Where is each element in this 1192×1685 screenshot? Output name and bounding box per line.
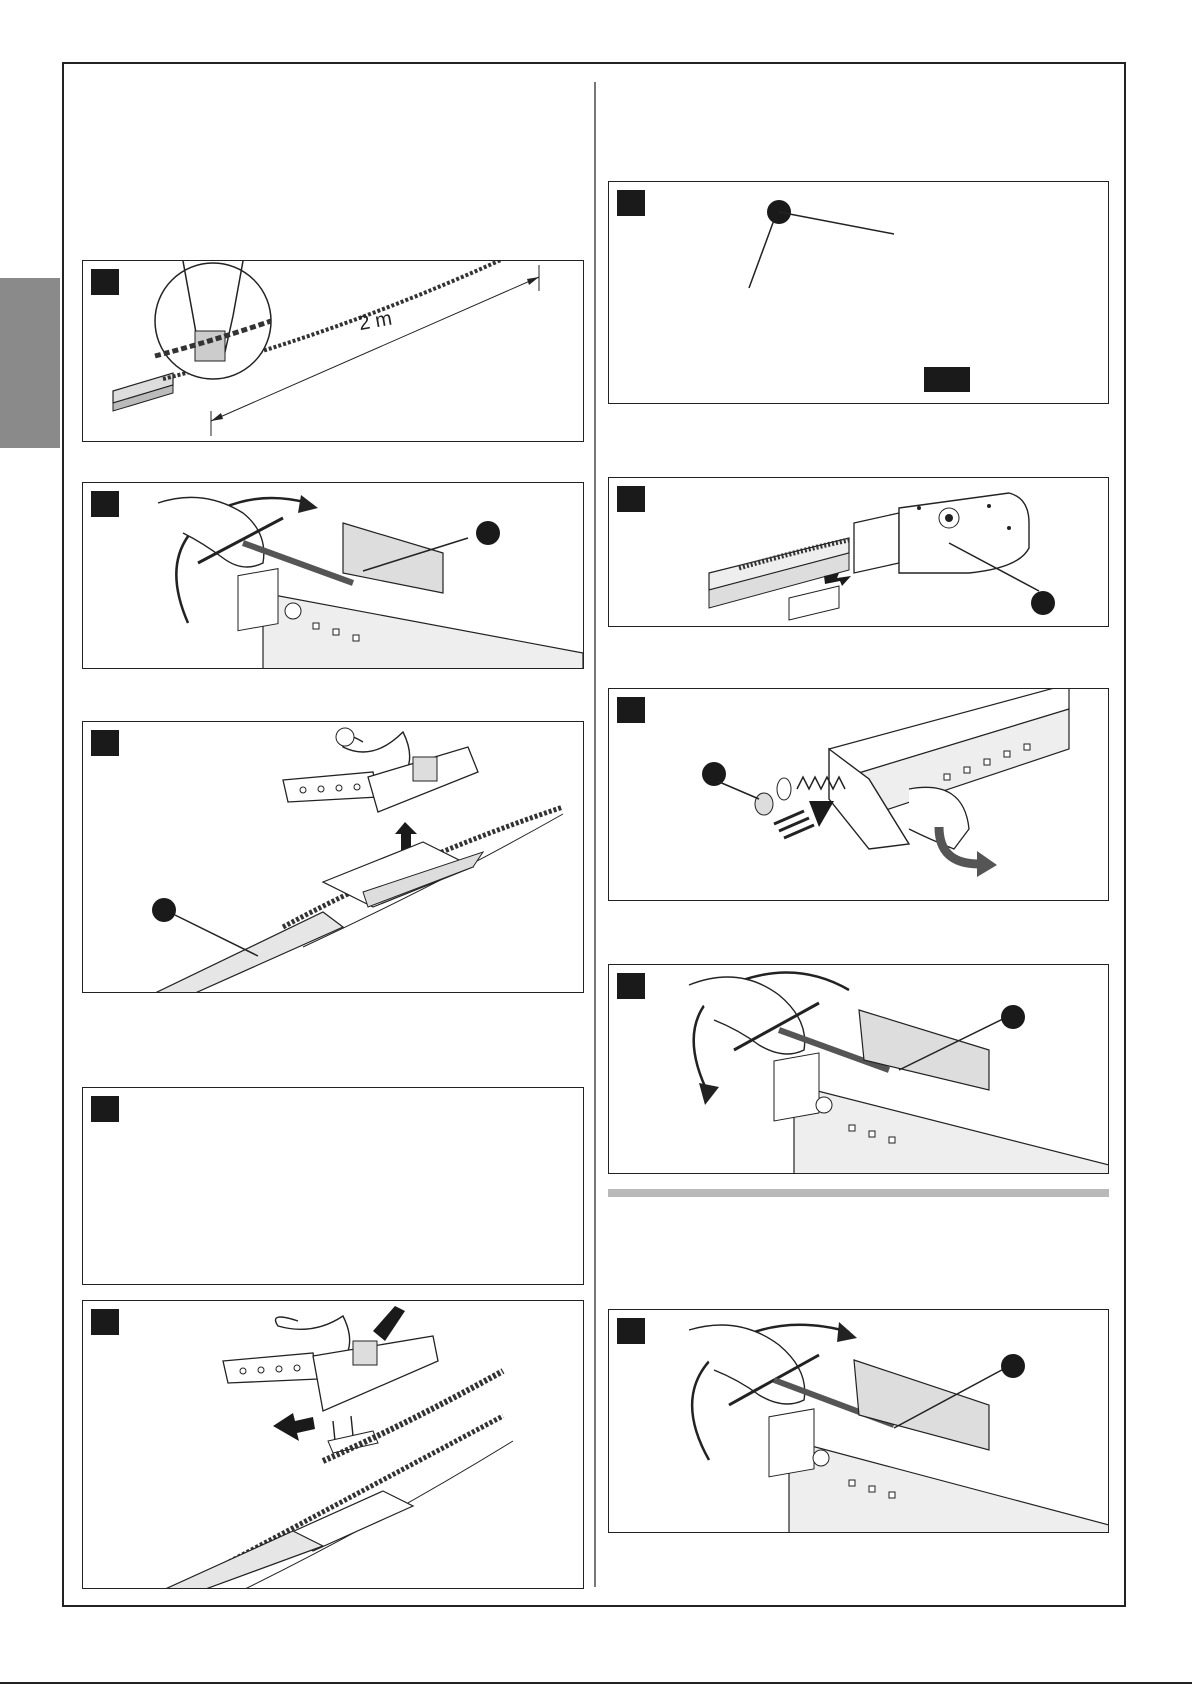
pliers-cutting-chain-icon (83, 261, 584, 442)
figure-number-badge (91, 1096, 119, 1122)
spring-washer-nut-icon (609, 689, 1109, 901)
figure-pulley-head (608, 477, 1109, 627)
carriage-insert-arrow-icon (83, 1301, 584, 1589)
hand-wrench-loosen-icon (609, 965, 1109, 1174)
figure-tighten-chain-left (82, 482, 584, 669)
column-divider (594, 82, 596, 1587)
section-separator (608, 1189, 1109, 1197)
figure-pulley-callout (608, 181, 1109, 404)
callout-lines-icon (609, 182, 1109, 404)
figure-reinsert-carriage (82, 1300, 584, 1589)
reference-tag (924, 367, 970, 392)
figure-text-box-left (82, 1087, 584, 1285)
hand-wrench-tighten-icon (609, 1310, 1109, 1533)
figure-tighten-chain-right-2 (608, 1309, 1109, 1533)
page-bottom-rule (0, 1682, 1192, 1684)
hand-wrench-tighten-icon (83, 483, 584, 669)
pulley-head-slide-icon (609, 478, 1109, 627)
carriage-lift-arrow-icon (83, 722, 584, 993)
figure-spring-assembly (608, 688, 1109, 901)
figure-tighten-chain-right-1 (608, 964, 1109, 1174)
measure-label: 2 m (357, 307, 394, 336)
figure-lift-carriage (82, 721, 584, 993)
section-tab (0, 278, 60, 448)
figure-cut-rail (82, 260, 584, 442)
